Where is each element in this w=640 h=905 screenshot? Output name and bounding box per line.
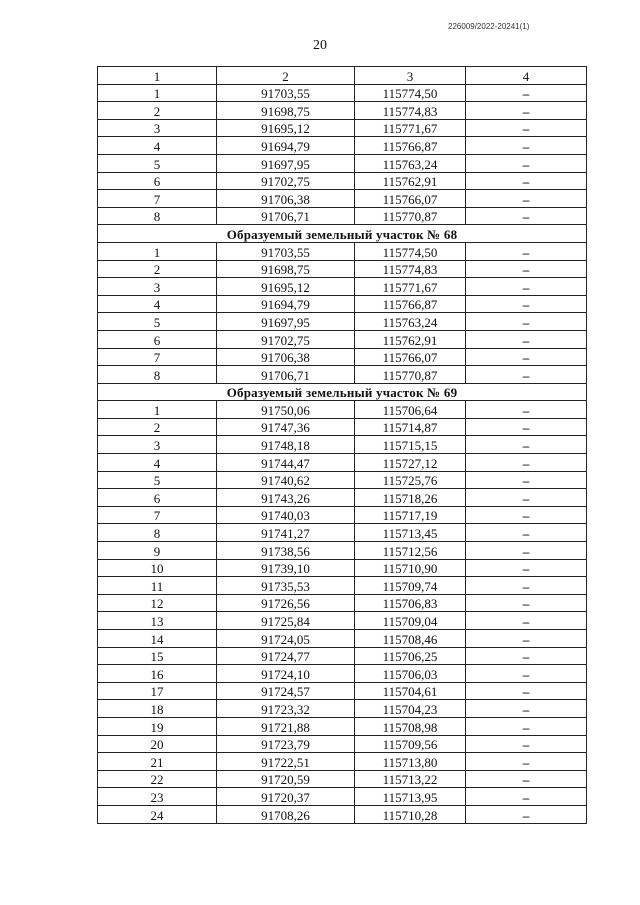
table-row [98,172,587,190]
x-coordinate-cell: 91706,71 [217,366,355,384]
note-cell: – [466,137,587,155]
point-number-cell: 1 [98,401,217,419]
x-coordinate-cell: 91747,36 [217,418,355,436]
y-coordinate-cell: 115706,25 [355,647,466,665]
table-row [98,665,587,683]
note-cell: – [466,295,587,313]
note-cell: – [466,366,587,384]
table-row [98,313,587,331]
y-coordinate-cell: 115709,56 [355,735,466,753]
table-row [98,418,587,436]
x-coordinate-cell: 91739,10 [217,559,355,577]
table-row [98,366,587,384]
x-coordinate-cell: 91694,79 [217,137,355,155]
point-number-cell: 4 [98,295,217,313]
table-row [98,84,587,102]
x-coordinate-cell: 91720,37 [217,788,355,806]
point-number-cell: 15 [98,647,217,665]
point-number-cell: 11 [98,577,217,595]
section-title-row [98,383,587,401]
table-row [98,805,587,823]
y-coordinate-cell: 115710,90 [355,559,466,577]
point-number-cell: 4 [98,454,217,472]
table-row [98,682,587,700]
x-coordinate-cell: 91726,56 [217,594,355,612]
note-cell: – [466,735,587,753]
note-cell: – [466,542,587,560]
y-coordinate-cell: 115709,04 [355,612,466,630]
note-cell: – [466,647,587,665]
note-cell: – [466,700,587,718]
table-row [98,630,587,648]
y-coordinate-cell: 115706,03 [355,665,466,683]
column-header: 3 [355,67,466,85]
note-cell: – [466,524,587,542]
note-cell: – [466,559,587,577]
y-coordinate-cell: 115766,87 [355,295,466,313]
point-number-cell: 10 [98,559,217,577]
y-coordinate-cell: 115704,23 [355,700,466,718]
y-coordinate-cell: 115766,07 [355,190,466,208]
y-coordinate-cell: 115762,91 [355,172,466,190]
note-cell: – [466,471,587,489]
section-title-row [98,225,587,243]
y-coordinate-cell: 115774,50 [355,242,466,260]
y-coordinate-cell: 115763,24 [355,154,466,172]
x-coordinate-cell: 91695,12 [217,278,355,296]
y-coordinate-cell: 115770,87 [355,207,466,225]
table-row [98,207,587,225]
note-cell: – [466,84,587,102]
table-row [98,717,587,735]
column-header: 4 [466,67,587,85]
table-row [98,260,587,278]
note-cell: – [466,242,587,260]
point-number-cell: 20 [98,735,217,753]
note-cell: – [466,313,587,331]
table-row [98,753,587,771]
y-coordinate-cell: 115706,64 [355,401,466,419]
y-coordinate-cell: 115725,76 [355,471,466,489]
y-coordinate-cell: 115712,56 [355,542,466,560]
y-coordinate-cell: 115708,98 [355,717,466,735]
coordinates-table-container [97,66,586,824]
point-number-cell: 3 [98,278,217,296]
y-coordinate-cell: 115710,28 [355,805,466,823]
y-coordinate-cell: 115704,61 [355,682,466,700]
x-coordinate-cell: 91702,75 [217,172,355,190]
note-cell: – [466,401,587,419]
point-number-cell: 1 [98,84,217,102]
x-coordinate-cell: 91694,79 [217,295,355,313]
point-number-cell: 8 [98,207,217,225]
table-row [98,119,587,137]
y-coordinate-cell: 115713,22 [355,770,466,788]
note-cell: – [466,612,587,630]
table-row [98,436,587,454]
document-registration-number: 226009/2022-20241(1) [448,22,530,31]
table-row [98,295,587,313]
coordinates-table [97,66,587,824]
point-number-cell: 8 [98,366,217,384]
point-number-cell: 24 [98,805,217,823]
y-coordinate-cell: 115771,67 [355,278,466,296]
note-cell: – [466,102,587,120]
table-row [98,700,587,718]
y-coordinate-cell: 115763,24 [355,313,466,331]
note-cell: – [466,630,587,648]
x-coordinate-cell: 91750,06 [217,401,355,419]
x-coordinate-cell: 91735,53 [217,577,355,595]
y-coordinate-cell: 115762,91 [355,330,466,348]
table-row [98,348,587,366]
note-cell: – [466,154,587,172]
y-coordinate-cell: 115713,45 [355,524,466,542]
y-coordinate-cell: 115774,83 [355,260,466,278]
point-number-cell: 5 [98,313,217,331]
table-row [98,594,587,612]
note-cell: – [466,330,587,348]
note-cell: – [466,577,587,595]
x-coordinate-cell: 91738,56 [217,542,355,560]
note-cell: – [466,665,587,683]
note-cell: – [466,190,587,208]
note-cell: – [466,770,587,788]
x-coordinate-cell: 91724,57 [217,682,355,700]
column-header: 1 [98,67,217,85]
point-number-cell: 2 [98,418,217,436]
section-title: Образуемый земельный участок № 68 [98,225,587,243]
point-number-cell: 6 [98,330,217,348]
point-number-cell: 8 [98,524,217,542]
table-body [98,67,587,824]
table-row [98,330,587,348]
y-coordinate-cell: 115713,95 [355,788,466,806]
table-row [98,401,587,419]
x-coordinate-cell: 91748,18 [217,436,355,454]
x-coordinate-cell: 91743,26 [217,489,355,507]
y-coordinate-cell: 115774,50 [355,84,466,102]
point-number-cell: 7 [98,348,217,366]
point-number-cell: 14 [98,630,217,648]
table-row [98,278,587,296]
x-coordinate-cell: 91708,26 [217,805,355,823]
point-number-cell: 3 [98,119,217,137]
table-row [98,577,587,595]
note-cell: – [466,788,587,806]
x-coordinate-cell: 91722,51 [217,753,355,771]
y-coordinate-cell: 115709,74 [355,577,466,595]
point-number-cell: 6 [98,172,217,190]
x-coordinate-cell: 91740,03 [217,506,355,524]
y-coordinate-cell: 115717,19 [355,506,466,524]
y-coordinate-cell: 115713,80 [355,753,466,771]
note-cell: – [466,418,587,436]
note-cell: – [466,172,587,190]
note-cell: – [466,278,587,296]
table-row [98,137,587,155]
y-coordinate-cell: 115771,67 [355,119,466,137]
x-coordinate-cell: 91723,32 [217,700,355,718]
x-coordinate-cell: 91725,84 [217,612,355,630]
y-coordinate-cell: 115714,87 [355,418,466,436]
y-coordinate-cell: 115708,46 [355,630,466,648]
table-row [98,735,587,753]
x-coordinate-cell: 91697,95 [217,313,355,331]
point-number-cell: 16 [98,665,217,683]
table-row [98,770,587,788]
note-cell: – [466,594,587,612]
note-cell: – [466,753,587,771]
note-cell: – [466,506,587,524]
point-number-cell: 18 [98,700,217,718]
point-number-cell: 23 [98,788,217,806]
x-coordinate-cell: 91744,47 [217,454,355,472]
note-cell: – [466,260,587,278]
point-number-cell: 19 [98,717,217,735]
note-cell: – [466,207,587,225]
table-row [98,506,587,524]
x-coordinate-cell: 91706,38 [217,190,355,208]
point-number-cell: 1 [98,242,217,260]
note-cell: – [466,717,587,735]
y-coordinate-cell: 115715,15 [355,436,466,454]
table-row [98,559,587,577]
note-cell: – [466,489,587,507]
table-row [98,542,587,560]
x-coordinate-cell: 91702,75 [217,330,355,348]
table-row [98,647,587,665]
point-number-cell: 5 [98,154,217,172]
point-number-cell: 3 [98,436,217,454]
point-number-cell: 22 [98,770,217,788]
y-coordinate-cell: 115706,83 [355,594,466,612]
point-number-cell: 7 [98,506,217,524]
x-coordinate-cell: 91741,27 [217,524,355,542]
table-row [98,471,587,489]
x-coordinate-cell: 91721,88 [217,717,355,735]
table-header-row [98,67,587,85]
table-row [98,154,587,172]
table-row [98,612,587,630]
note-cell: – [466,119,587,137]
x-coordinate-cell: 91698,75 [217,260,355,278]
x-coordinate-cell: 91724,77 [217,647,355,665]
x-coordinate-cell: 91720,59 [217,770,355,788]
note-cell: – [466,348,587,366]
point-number-cell: 2 [98,260,217,278]
page-number: 20 [313,38,327,53]
x-coordinate-cell: 91697,95 [217,154,355,172]
point-number-cell: 9 [98,542,217,560]
x-coordinate-cell: 91695,12 [217,119,355,137]
column-header: 2 [217,67,355,85]
point-number-cell: 5 [98,471,217,489]
x-coordinate-cell: 91703,55 [217,84,355,102]
y-coordinate-cell: 115770,87 [355,366,466,384]
point-number-cell: 12 [98,594,217,612]
table-row [98,102,587,120]
y-coordinate-cell: 115727,12 [355,454,466,472]
y-coordinate-cell: 115718,26 [355,489,466,507]
x-coordinate-cell: 91723,79 [217,735,355,753]
table-row [98,524,587,542]
point-number-cell: 7 [98,190,217,208]
table-row [98,454,587,472]
point-number-cell: 17 [98,682,217,700]
note-cell: – [466,805,587,823]
point-number-cell: 2 [98,102,217,120]
x-coordinate-cell: 91703,55 [217,242,355,260]
point-number-cell: 13 [98,612,217,630]
table-row [98,242,587,260]
y-coordinate-cell: 115774,83 [355,102,466,120]
note-cell: – [466,454,587,472]
y-coordinate-cell: 115766,87 [355,137,466,155]
point-number-cell: 6 [98,489,217,507]
x-coordinate-cell: 91706,71 [217,207,355,225]
point-number-cell: 21 [98,753,217,771]
note-cell: – [466,682,587,700]
table-row [98,489,587,507]
table-row [98,190,587,208]
y-coordinate-cell: 115766,07 [355,348,466,366]
x-coordinate-cell: 91740,62 [217,471,355,489]
note-cell: – [466,436,587,454]
x-coordinate-cell: 91724,10 [217,665,355,683]
point-number-cell: 4 [98,137,217,155]
table-row [98,788,587,806]
section-title: Образуемый земельный участок № 69 [98,383,587,401]
x-coordinate-cell: 91724,05 [217,630,355,648]
x-coordinate-cell: 91706,38 [217,348,355,366]
x-coordinate-cell: 91698,75 [217,102,355,120]
